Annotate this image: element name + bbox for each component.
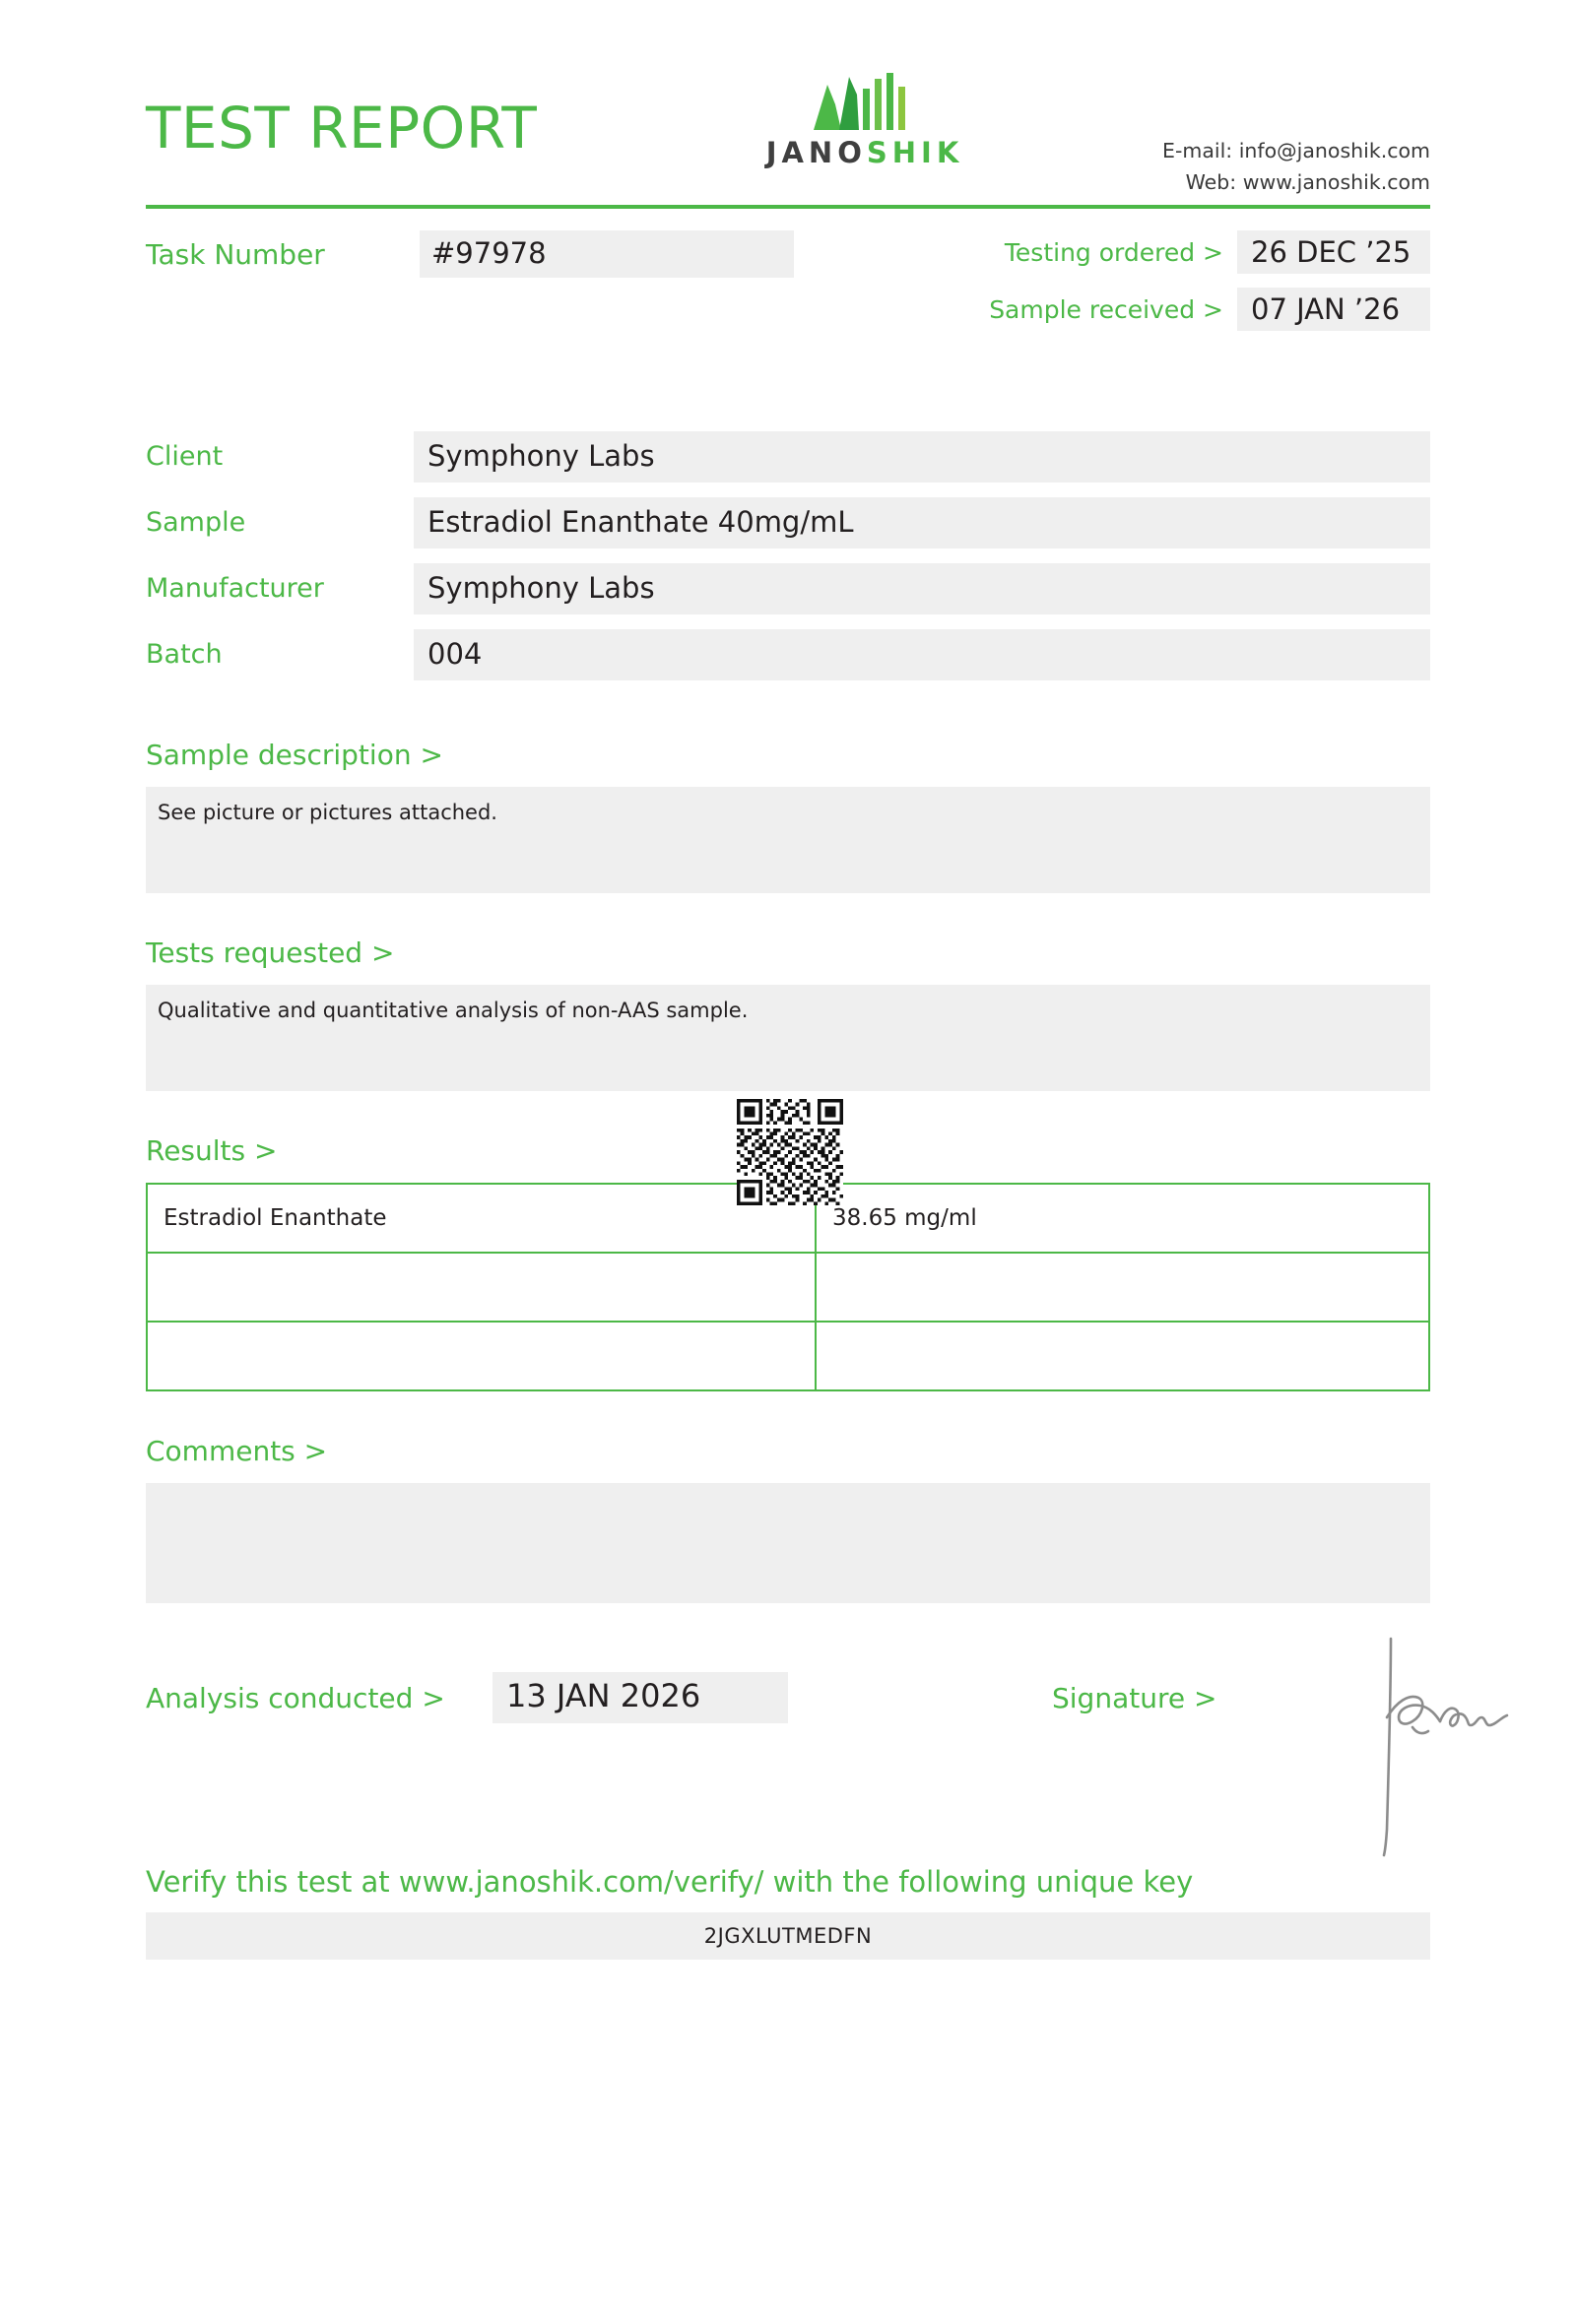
- task-number-value: #97978: [420, 230, 794, 278]
- sample-received-value: 07 JAN ’26: [1237, 288, 1430, 331]
- sample-received-label: Sample received >: [989, 294, 1223, 324]
- tests-requested-box: Qualitative and quantitative analysis of non-AAS sample.: [146, 985, 1430, 1091]
- sample-fields: [146, 431, 1430, 695]
- verify-text: Verify this test at www.janoshik.com/verify/ with the following unique key: [146, 1865, 1194, 1899]
- analysis-row: [146, 1672, 1430, 1840]
- comments-box: [146, 1483, 1430, 1603]
- field-client: [146, 431, 1430, 497]
- result-name: [147, 1322, 816, 1390]
- field-manufacturer: [146, 563, 1430, 629]
- signature-label: Signature >: [1052, 1682, 1217, 1714]
- contact-web: Web: www.janoshik.com: [1185, 169, 1430, 194]
- field-sample-label: Sample: [146, 507, 246, 538]
- header-divider: [146, 205, 1430, 209]
- comments-title: Comments >: [146, 1435, 328, 1467]
- testing-ordered-value: 26 DEC ’25: [1237, 230, 1430, 274]
- result-name: Estradiol Enanthate: [147, 1184, 816, 1253]
- qr-code-icon: [737, 1099, 843, 1205]
- results-title: Results >: [146, 1134, 278, 1167]
- field-manufacturer-label: Manufacturer: [146, 573, 324, 604]
- field-client-value: Symphony Labs: [414, 431, 1430, 483]
- logo-wordmark: [737, 136, 993, 169]
- field-batch-value: 004: [414, 629, 1430, 680]
- task-row: [146, 230, 1430, 355]
- signature-image: [1357, 1633, 1535, 1859]
- field-sample: [146, 497, 1430, 563]
- contact-email: E-mail: info@janoshik.com: [1162, 139, 1430, 162]
- analysis-conducted-label: Analysis conducted >: [146, 1682, 445, 1714]
- unique-key-box: 2JGXLUTMEDFN: [146, 1912, 1430, 1960]
- date-block: [879, 230, 1430, 345]
- testing-ordered-label: Testing ordered >: [1004, 237, 1223, 267]
- analysis-conducted-value: 13 JAN 2026: [492, 1672, 788, 1723]
- report-header: [146, 0, 1430, 197]
- result-name: [147, 1253, 816, 1322]
- logo-word-shik: SHIK: [866, 136, 964, 169]
- logo-word-jano: JANO: [765, 136, 867, 169]
- sample-description-title: Sample description >: [146, 739, 443, 771]
- field-batch: [146, 629, 1430, 695]
- field-manufacturer-value: Symphony Labs: [414, 563, 1430, 614]
- janoshik-logo: [737, 71, 993, 169]
- table-row: [147, 1322, 1429, 1390]
- field-batch-label: Batch: [146, 639, 223, 670]
- field-client-label: Client: [146, 441, 224, 472]
- result-value: [816, 1322, 1429, 1390]
- result-value: 38.65 mg/ml: [816, 1184, 1429, 1253]
- contact-info: [1162, 136, 1430, 199]
- sample-description-box: See picture or pictures attached.: [146, 787, 1430, 893]
- results-table: [146, 1183, 1430, 1391]
- field-sample-value: Estradiol Enanthate 40mg/mL: [414, 497, 1430, 549]
- results-header: [146, 1134, 1430, 1167]
- table-row: [147, 1253, 1429, 1322]
- tests-requested-title: Tests requested >: [146, 936, 395, 969]
- mountain-logo-icon: [806, 71, 924, 132]
- result-value: [816, 1253, 1429, 1322]
- testing-ordered-row: [879, 230, 1430, 274]
- sample-received-row: [879, 288, 1430, 331]
- task-number-label: Task Number: [146, 238, 325, 271]
- page-title: TEST REPORT: [146, 95, 538, 161]
